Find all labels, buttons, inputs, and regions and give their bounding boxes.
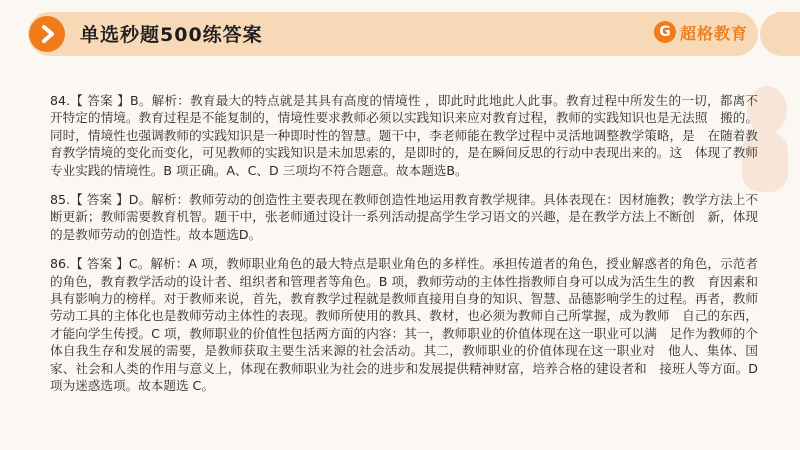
header-band-right <box>760 12 800 56</box>
answer-content <box>50 92 758 407</box>
answer-paragraph-84: 84.【 答案 】B。解析：教育最大的特点就是其具有高度的情境性 ，即此时此地此人此事。教育过程中所发生的一切，都离不开特定的情境。教育过程是不能复制的，情境性要求教师必须以实践知识来应对教育过程，教师的实践知识也是无法照 搬的。同时，情境性也强调教师的实践知识是一种即时性的智慧。题干中，李老师能在教学过程中灵活地调整教学策略，是 在随着教育教学情境的变化而变化，可见教师的实践知识是未加思索的，是即时的，是在瞬间反思的行动中表现出来的。这 体现了教师专业实践的情境性。B 项正确。A、C、D 三项均不符合题意。故本题选B。 <box>50 93 758 178</box>
logo-text: 超格教育 <box>680 23 749 43</box>
play-icon[interactable] <box>29 16 65 52</box>
brand-logo <box>654 20 748 44</box>
logo-icon: G <box>654 21 676 43</box>
chevron-right-icon <box>38 24 58 44</box>
page-title: 单选秒题500练答案 <box>80 24 263 46</box>
answer-paragraph-85: 85.【 答案 】D。解析：教师劳动的创造性主要表现在教师创造性地运用教育教学规律。具体表现在：因材施教；教学方法上不断更新；教师需要教育机智。题干中，张老师通过设计一系列活动提高学生学习语文的兴趣，是在教学方法上不断创 新，体现的是教师劳动的创造性。故本题选D。 <box>50 192 758 242</box>
answer-paragraph-86: 86.【 答案 】C。解析：A 项，教师职业角色的最大特点是职业角色的多样性。承担传道者的角色，授业解惑者的角色，示范者的角色，教育教学活动的设计者、组织者和管理者等角色。B 项，教师劳动的主体性指教师自身可以成为活生生的教 育因素和具有影响力的榜样。对于教师来说，首先，教育教学过程就是教师直接用自身的知识、智慧、品德影响学生的过程。再者，教师劳动工具的主体化也是教师劳动主体性的表现。教师所使用的教具、教材，也必须为教师自己所掌握，成为教师 自己的东西，才能向学生传授。C 项，教师职业的价值性包括两方面的内容：其一，教师职业的价值体现在这一职业可以满 足作为教师的个体自我生存和发展的需要，是教师获取主要生活来源的社会活动。其二，教师职业的价值体现在这一职业对 他人、集体、国家、社会和人类的作用与意义上，体现在教师职业为社会的进步和发展提供精神财富，培养合格的建设者和 接班人等方面。D 项为迷惑选项。故本题选 C。 <box>50 256 758 394</box>
